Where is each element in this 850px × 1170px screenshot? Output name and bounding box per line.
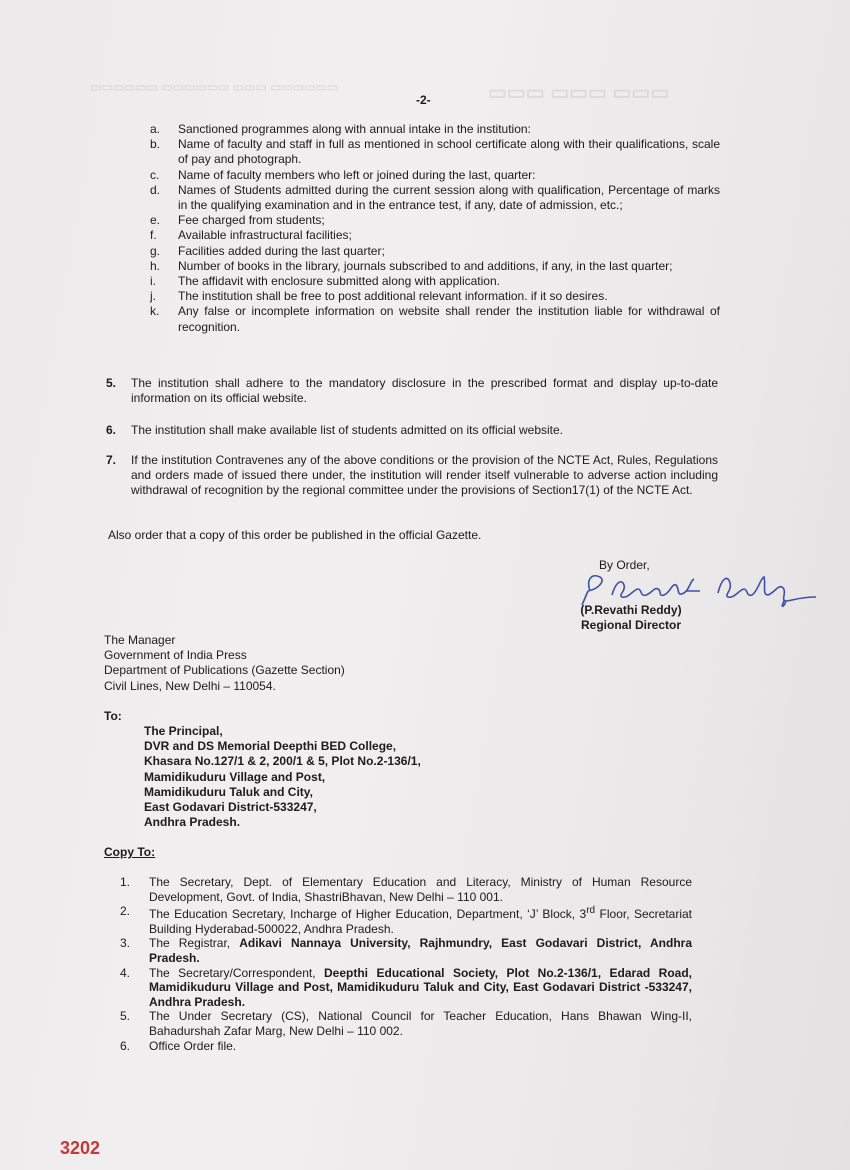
disclosure-item-marker: g. bbox=[150, 243, 161, 258]
disclosure-item bbox=[150, 228, 720, 243]
disclosure-item-text: The affidavit with enclosure submitted along with application. bbox=[178, 274, 500, 289]
disclosure-item bbox=[150, 122, 720, 137]
disclosure-item-text: Facilities added during the last quarter; bbox=[178, 243, 385, 258]
disclosure-item bbox=[150, 289, 720, 304]
gazette-order-text: Also order that a copy of this order be published in the official Gazette. bbox=[108, 528, 482, 542]
condition-item bbox=[106, 423, 718, 438]
disclosure-item-marker: j. bbox=[150, 289, 156, 304]
signatory-name: (P.Revathi Reddy) bbox=[580, 603, 682, 617]
disclosure-item bbox=[150, 168, 720, 183]
gazette-manager-address bbox=[104, 633, 345, 694]
address-line: Mamidikuduru Taluk and City, bbox=[144, 784, 313, 799]
address-line: Civil Lines, New Delhi – 110054. bbox=[104, 678, 276, 693]
disclosure-item-text: Names of Students admitted during the current session along with qualification, Percentage of marks in the qualifying examination and in the entrance test, if any, date of admission, etc.; bbox=[178, 182, 720, 213]
disclosure-item-marker: c. bbox=[150, 167, 160, 182]
condition-marker: 6. bbox=[106, 423, 117, 437]
copy-to-item bbox=[120, 1009, 692, 1038]
disclosure-item-text: The institution shall be free to post additional relevant information. if it so desires. bbox=[178, 289, 608, 304]
disclosure-item-marker: d. bbox=[150, 182, 161, 197]
copy-to-item bbox=[120, 904, 692, 936]
disclosure-item-text: Fee charged from students; bbox=[178, 213, 325, 228]
copy-to-text: Office Order file. bbox=[149, 1038, 237, 1053]
disclosure-item bbox=[150, 259, 720, 274]
condition-text: If the institution Contravenes any of the above conditions or the provision of the NCTE Act, Rules, Regulations and orders made of issued there under, the institution will render itself vulnerable to adverse action including withdrawal of recognition by the regional committee under the provisions of Section17(1) of the NCTE Act. bbox=[131, 453, 718, 498]
disclosure-item-marker: h. bbox=[150, 258, 161, 273]
address-line: Government of India Press bbox=[104, 648, 247, 663]
copy-to-item bbox=[120, 936, 692, 965]
copy-to-marker: 3. bbox=[120, 936, 131, 951]
disclosure-item-marker: f. bbox=[150, 228, 157, 243]
condition-item bbox=[106, 453, 718, 499]
disclosure-item-text: Available infrastructural facilities; bbox=[178, 228, 352, 243]
address-line: Andhra Pradesh. bbox=[144, 815, 241, 830]
disclosure-item-text: Any false or incomplete information on website shall render the institution liable for withdrawal of recognition. bbox=[178, 304, 720, 334]
stamp-number: 3202 bbox=[60, 1138, 101, 1158]
copy-to-text: The Registrar, Adikavi Nannaya University, Rajhmundry, East Godavari District, Andhra Pradesh. bbox=[149, 936, 692, 965]
signatory-block bbox=[572, 603, 690, 633]
disclosure-item-marker: k. bbox=[150, 304, 160, 319]
page-number: -2- bbox=[416, 93, 431, 107]
disclosure-item bbox=[150, 244, 720, 259]
condition-text: The institution shall adhere to the mandatory disclosure in the prescribed format and display up-to-date information on its official website. bbox=[131, 376, 718, 406]
by-order-text: By Order, bbox=[599, 558, 650, 572]
disclosure-item bbox=[150, 183, 720, 213]
disclosure-item bbox=[150, 274, 720, 289]
disclosure-item-text: Name of faculty members who left or joined during the last, quarter: bbox=[178, 167, 536, 182]
disclosure-item-text: Sanctioned programmes along with annual intake in the institution: bbox=[178, 122, 531, 136]
copy-to-marker: 1. bbox=[120, 875, 131, 889]
address-line: The Principal, bbox=[144, 724, 223, 738]
copy-to-text: The Under Secretary (CS), National Council for Teacher Education, Hans Bhawan Wing-II, Bahadurshah Zafar Marg, New Delhi – 110 002. bbox=[149, 1009, 692, 1038]
address-line: Department of Publications (Gazette Section) bbox=[104, 663, 345, 678]
copy-to-item bbox=[120, 1039, 692, 1054]
address-line: DVR and DS Memorial Deepthi BED College, bbox=[144, 739, 397, 754]
copy-to-text: The Secretary/Correspondent, Deepthi Educational Society, Plot No.2-136/1, Edarad Road, Mamidikuduru Village and Post, Mamidikuduru Taluk and City, East Godavari District -533247, Andhra Pradesh. bbox=[149, 965, 692, 1009]
disclosure-item-marker: a. bbox=[150, 122, 161, 136]
copy-to-text: The Education Secretary, Incharge of Higher Education, Department, ‘J’ Block, 3rd Floor, Secretariat Building Hyderabad-500022, Andhra Pradesh. bbox=[149, 905, 692, 936]
disclosure-item-text: Number of books in the library, journals subscribed to and additions, if any, in the last quarter; bbox=[178, 258, 673, 273]
condition-item bbox=[106, 376, 718, 406]
signatory-title: Regional Director bbox=[580, 618, 682, 632]
copy-to-marker: 4. bbox=[120, 965, 131, 980]
copy-to-list bbox=[120, 875, 692, 1053]
bleed-through: ▭▭▭▭▭▭ ▭▭▭▭▭▭ ▭▭▭ ▭▭▭▭▭▭ bbox=[90, 80, 339, 94]
address-line: East Godavari District-533247, bbox=[144, 800, 317, 815]
disclosure-item-marker: b. bbox=[150, 137, 161, 152]
disclosure-item-text: Name of faculty and staff in full as mentioned in school certificate along with their qualifications, scale of pay and photograph. bbox=[178, 137, 720, 167]
address-line: Khasara No.127/1 & 2, 200/1 & 5, Plot No.2-136/1, bbox=[144, 754, 421, 769]
address-line: Mamidikuduru Village and Post, bbox=[144, 769, 326, 784]
copy-to-text: The Secretary, Dept. of Elementary Education and Literacy, Ministry of Human Resource Development, Govt. of India, ShastriBhavan, New Delhi – 110 001. bbox=[149, 875, 692, 904]
copy-to-item bbox=[120, 966, 692, 1010]
disclosure-items-list bbox=[150, 122, 720, 335]
disclosure-item bbox=[150, 137, 720, 167]
copy-to-label: Copy To: bbox=[104, 845, 156, 859]
address-line: The Manager bbox=[104, 633, 176, 647]
disclosure-item bbox=[150, 213, 720, 228]
condition-marker: 5. bbox=[106, 376, 117, 390]
disclosure-item-marker: i. bbox=[150, 274, 156, 289]
copy-to-item bbox=[120, 875, 692, 904]
disclosure-item bbox=[150, 304, 720, 334]
recipient-address bbox=[144, 724, 421, 830]
to-label: To: bbox=[104, 709, 122, 723]
disclosure-item-marker: e. bbox=[150, 213, 161, 228]
bleed-through: ▭▭▭ ▭▭▭ ▭▭▭ bbox=[488, 82, 670, 104]
copy-to-marker: 5. bbox=[120, 1009, 131, 1024]
copy-to-marker: 2. bbox=[120, 904, 131, 919]
condition-text: The institution shall make available list of students admitted on its official website. bbox=[131, 423, 563, 437]
copy-to-marker: 6. bbox=[120, 1038, 131, 1053]
condition-marker: 7. bbox=[106, 453, 117, 467]
